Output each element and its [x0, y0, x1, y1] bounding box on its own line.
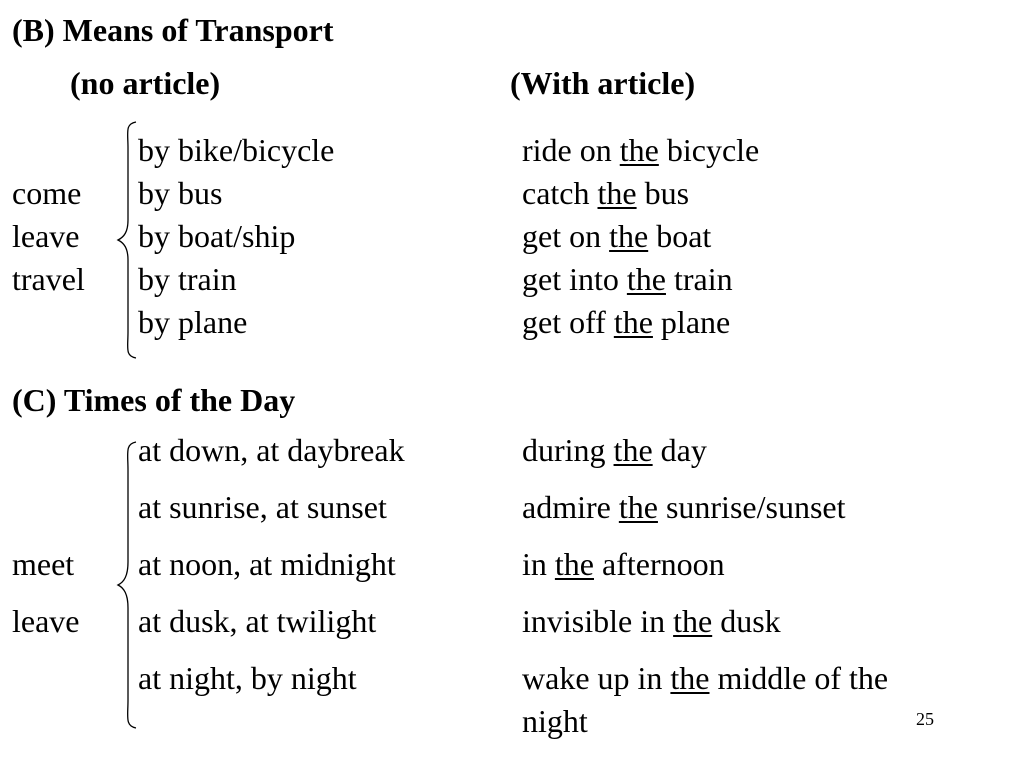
article-the: the	[673, 603, 713, 639]
no-article-item: by plane	[138, 304, 248, 340]
with-article-item	[522, 220, 711, 252]
col-header-with-article: (With article)	[510, 65, 696, 101]
phrase-text: ride on	[522, 132, 620, 168]
phrase-text: middle of the	[709, 660, 889, 696]
phrase-text: during	[522, 432, 614, 468]
verb-travel: travel	[12, 261, 85, 297]
phrase-text: boat	[648, 218, 712, 254]
phrase-text: bicycle	[658, 132, 760, 168]
with-article-item	[522, 177, 689, 209]
phrase-text: in	[522, 546, 555, 582]
section-c-heading: (C) Times of the Day	[12, 382, 296, 418]
phrase-text: bus	[636, 175, 690, 211]
verb-leave: leave	[12, 218, 80, 254]
article-the: the	[670, 660, 710, 696]
verb-come: come	[12, 175, 82, 211]
no-article-item: at night, by night	[138, 660, 357, 696]
with-article-item	[522, 134, 759, 166]
no-article-item: by bike/bicycle	[138, 132, 335, 168]
verb-leave: leave	[12, 603, 80, 639]
no-article-item: at noon, at midnight	[138, 546, 396, 582]
phrase-text: day	[652, 432, 707, 468]
no-article-item: by train	[138, 261, 237, 297]
no-article-item: by bus	[138, 175, 223, 211]
no-article-item: at sunrise, at sunset	[138, 489, 387, 525]
phrase-text: afternoon	[593, 546, 725, 582]
phrase-text: invisible in	[522, 603, 674, 639]
col-header-no-article: (no article)	[70, 65, 221, 101]
article-the: the	[613, 432, 653, 468]
verb-meet: meet	[12, 546, 75, 582]
article-the: the	[597, 175, 637, 211]
with-article-continuation: night	[522, 703, 588, 739]
article-the: the	[626, 261, 666, 297]
article-the: the	[609, 218, 649, 254]
with-article-item	[522, 605, 781, 637]
phrase-text: sunrise/sunset	[657, 489, 846, 525]
brace-transport	[112, 120, 140, 360]
phrase-text: train	[665, 261, 733, 297]
phrase-text: plane	[652, 304, 731, 340]
page-number: 25	[916, 709, 934, 729]
phrase-text: get on	[522, 218, 610, 254]
with-article-item	[522, 491, 845, 523]
article-the: the	[618, 489, 658, 525]
phrase-text: get off	[522, 304, 614, 340]
with-article-item	[522, 306, 730, 338]
phrase-text: admire	[522, 489, 619, 525]
with-article-item	[522, 662, 888, 694]
article-the: the	[619, 132, 659, 168]
article-the: the	[613, 304, 653, 340]
with-article-item	[522, 263, 733, 295]
phrase-text: wake up in	[522, 660, 671, 696]
with-article-item	[522, 548, 725, 580]
phrase-text: dusk	[712, 603, 781, 639]
brace-times	[112, 440, 140, 730]
phrase-text: catch	[522, 175, 598, 211]
with-article-item	[522, 434, 707, 466]
phrase-text: get into	[522, 261, 627, 297]
section-b-heading: (B) Means of Transport	[12, 12, 334, 48]
article-the: the	[554, 546, 594, 582]
no-article-item: at dusk, at twilight	[138, 603, 377, 639]
no-article-item: by boat/ship	[138, 218, 296, 254]
no-article-item: at down, at daybreak	[138, 432, 405, 468]
